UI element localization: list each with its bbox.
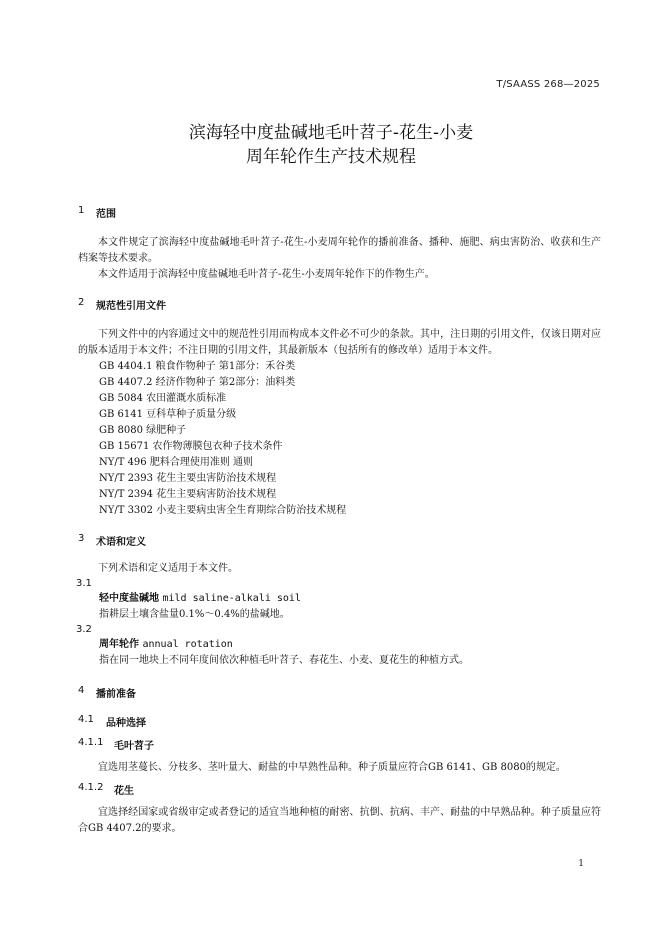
peanut-variety-paragraph: 宜选择经国家或省级审定或者登记的适宜当地种植的耐密、抗倒、抗病、丰产、耐盐的中早熟品种。种子质量应符合GB 4407.2的要求。: [78, 807, 601, 834]
reference-item: GB 15671 农作物薄膜包衣种子技术条件: [99, 441, 283, 452]
reference-item: NY/T 3302 小麦主要病虫害全生育期综合防治技术规程: [99, 505, 347, 516]
document-title: [0, 121, 662, 169]
subsection-number: 4.1.1: [78, 737, 104, 748]
title-line-2: 周年轮作生产技术规程: [246, 147, 416, 167]
section-2-heading: [78, 297, 601, 312]
reference-item: NY/T 2394 花生主要病害防治技术规程: [99, 489, 277, 500]
section-number: 2: [78, 297, 85, 308]
reference-item: GB 8080 绿肥种子: [99, 425, 187, 436]
scope-paragraph-2: 本文件适用于滨海轻中度盐碱地毛叶苕子-花生-小麦周年轮作下的作物生产。: [98, 269, 435, 280]
reference-item: GB 5084 农田灌溉水质标准: [99, 393, 227, 404]
section-3-heading: [78, 533, 601, 548]
subsection-4-1-heading: [78, 714, 601, 729]
term-definition: 指耕层土壤含盐量0.1%～0.4%的盐碱地。: [99, 609, 290, 620]
term-english: mild saline-alkali soil: [162, 593, 301, 604]
references-intro: 下列文件中的内容通过文中的规范性引用而构成本文件必不可少的条款。其中，注日期的引用文件，仅该日期对应的版本适用于本文件；不注日期的引用文件，其最新版本（包括所有的修改单）适用于本文件。: [78, 329, 601, 356]
subsection-title: 花生: [114, 786, 134, 797]
section-title: 范围: [96, 209, 116, 220]
section-title: 播前准备: [96, 689, 136, 700]
subsection-number: 4.1.2: [78, 782, 104, 793]
subsection-title: 品种选择: [106, 718, 146, 729]
term-title: [78, 637, 601, 653]
section-number: 1: [78, 205, 85, 216]
reference-item: NY/T 2393 花生主要虫害防治技术规程: [99, 473, 277, 484]
terms-intro: 下列术语和定义适用于本文件。: [98, 563, 238, 574]
subsection-4-1-1-heading: [78, 737, 601, 752]
section-title: 规范性引用文件: [96, 301, 166, 312]
reference-list: [78, 359, 601, 519]
reference-item: GB 6141 豆科草种子质量分级: [99, 409, 237, 420]
section-4-heading: [78, 685, 601, 700]
term-number: 3.1: [76, 578, 92, 589]
subsection-4-1-2-heading: [78, 782, 601, 797]
section-1-heading: [78, 205, 601, 220]
subsection-number: 4.1: [78, 714, 94, 725]
title-line-1: 滨海轻中度盐碱地毛叶苕子-花生-小麦: [188, 123, 474, 143]
standard-number: T/SAASS 268—2025: [496, 79, 600, 90]
vetch-variety-paragraph: 宜选用茎蔓长、分枝多、茎叶量大、耐盐的中早熟性品种。种子质量应符合GB 6141、GB 8080的规定。: [98, 762, 566, 773]
term-chinese: 周年轮作: [99, 639, 139, 650]
term-definition: 指在同一地块上不同年度间依次种植毛叶苕子、春花生、小麦、夏花生的种植方式。: [99, 655, 469, 666]
reference-item: NY/T 496 肥料合理使用准则 通则: [99, 457, 254, 468]
term-title: [78, 591, 601, 607]
term-english: annual rotation: [142, 639, 233, 650]
reference-item: GB 4407.2 经济作物种子 第2部分：油料类: [99, 377, 296, 388]
document-body: [78, 205, 601, 837]
scope-paragraph-1: 本文件规定了滨海轻中度盐碱地毛叶苕子-花生-小麦周年轮作的播前准备、播种、施肥、病虫害防治、收获和生产档案等技术要求。: [78, 237, 601, 264]
section-number: 4: [78, 685, 85, 696]
term-number: 3.2: [76, 624, 92, 635]
page-number: 1: [578, 859, 584, 869]
section-number: 3: [78, 533, 85, 544]
term-chinese: 轻中度盐碱地: [99, 593, 159, 604]
section-title: 术语和定义: [96, 537, 146, 548]
reference-item: GB 4404.1 粮食作物种子 第1部分：禾谷类: [99, 361, 296, 372]
subsection-title: 毛叶苕子: [114, 741, 154, 752]
